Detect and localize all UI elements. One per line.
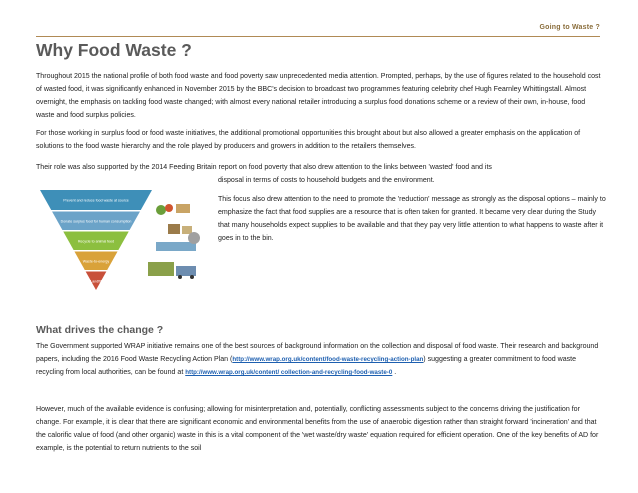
wrap-text-mid: ) suggesting a greater commitment to food waste recycling from local authorities, can be found at xyxy=(36,356,577,377)
section-title-why-food-waste: Why Food Waste ? xyxy=(36,40,192,60)
link-food-waste-action-plan[interactable]: http://www.wrap.org.uk/content/food-waste-recycling-action-plan xyxy=(232,356,424,364)
pyramid-level-label-4: Waste-to-energy xyxy=(82,259,110,264)
paragraph-intro: Throughout 2015 the national profile of both food waste and food poverty saw unprecedented media attention. Prompted, perhaps, by the use of figures related to the household cost of wasted food, it was significantly enhanced in November 2015 by the BBC's decision to broadcast two programmes featuring celebrity chef Hugh Fearnley Whittingstall. Almost overnight, the emphasis on tackling food waste changed; with almost every national retailer introducing a surplus food donations scheme or a review of their own, in-house, food waste and food surplus policies. xyxy=(36,73,601,120)
running-head: Going to Waste ? xyxy=(539,24,600,31)
feed-bag-icon xyxy=(168,224,180,234)
paragraph-opportunities: For those working in surplus food or food waste initiatives, the additional promotional opportunities this brought about but also allowed a greater emphasis on the application of solutions to the food waste hierarchy and the role played by producers and growers in addition to the retailers themselves. xyxy=(36,130,581,151)
digester-icon xyxy=(156,242,196,251)
crate-icon xyxy=(176,204,190,213)
produce-icon-2 xyxy=(165,204,173,212)
sack-icon xyxy=(182,226,192,234)
paragraph-feeding-britain-line2: disposal in terms of costs to household budgets and the environment. xyxy=(218,177,435,184)
wrap-text-end: . xyxy=(392,369,397,377)
section-title-what-drives-change: What drives the change ? xyxy=(36,324,164,336)
figure-decoration xyxy=(148,204,200,279)
wheel-icon-2 xyxy=(190,275,194,279)
pyramid-level-label-5: Landfill xyxy=(90,279,102,284)
header-rule xyxy=(36,36,600,37)
tank-icon xyxy=(188,232,200,244)
food-waste-hierarchy-figure xyxy=(36,186,214,294)
paragraph-reduction-message: This focus also drew attention to the need to promote the 'reduction' message as strongly as the disposal options – mainly to emphasize the fact that food supplies are a resource that is often taken for granted. It became very clear during the Study that many households expect supplies to be available and that they pay very little attention to what happens to waste after it goes in to the bin. xyxy=(218,196,606,243)
produce-icon xyxy=(156,205,166,215)
link-collection-recycling[interactable]: http://www.wrap.org.uk/content/ collection-and-recycling-food-waste-0 xyxy=(185,369,393,377)
paragraph-feeding-britain-line1: Their role was also supported by the 2014 Feeding Britain report on food poverty that also drew attention to the links between 'wasted' food and its xyxy=(36,164,492,171)
wrap-text-start: The Government supported WRAP initiative remains one of the best sources of background information on the collection and disposal of food waste. Their research and background papers, including the 2016 Food Waste Recycling Action Plan ( xyxy=(36,343,599,364)
pyramid-level-label-1: Prevent and reduce food waste at source xyxy=(63,198,129,203)
pyramid-level-label-3: Recycle to animal feed xyxy=(77,239,115,244)
pyramid-level-label-2: Donate surplus food for human consumption xyxy=(60,219,132,224)
truck-icon xyxy=(176,266,196,276)
wheel-icon xyxy=(178,275,182,279)
landfill-icon xyxy=(148,262,174,276)
paragraph-wrap-initiative xyxy=(36,340,602,379)
hierarchy-pyramid xyxy=(40,190,152,290)
paragraph-evidence-confusing: However, much of the available evidence is confusing; allowing for misinterpretation and, potentially, conflicting assessments subject to the concerns driving the justification for change. For example, it is clear that there are significant economic and environmental benefits from the use of anaerobic digestion rather than straight forward 'incineration' and that the calorific value of food (and other organic) waste in this is a vital component of the 'wet waste/dry waste' equation required for efficient operation. One of the key benefits of AD for example, is the potential to return nutrients to the soil xyxy=(36,406,599,453)
